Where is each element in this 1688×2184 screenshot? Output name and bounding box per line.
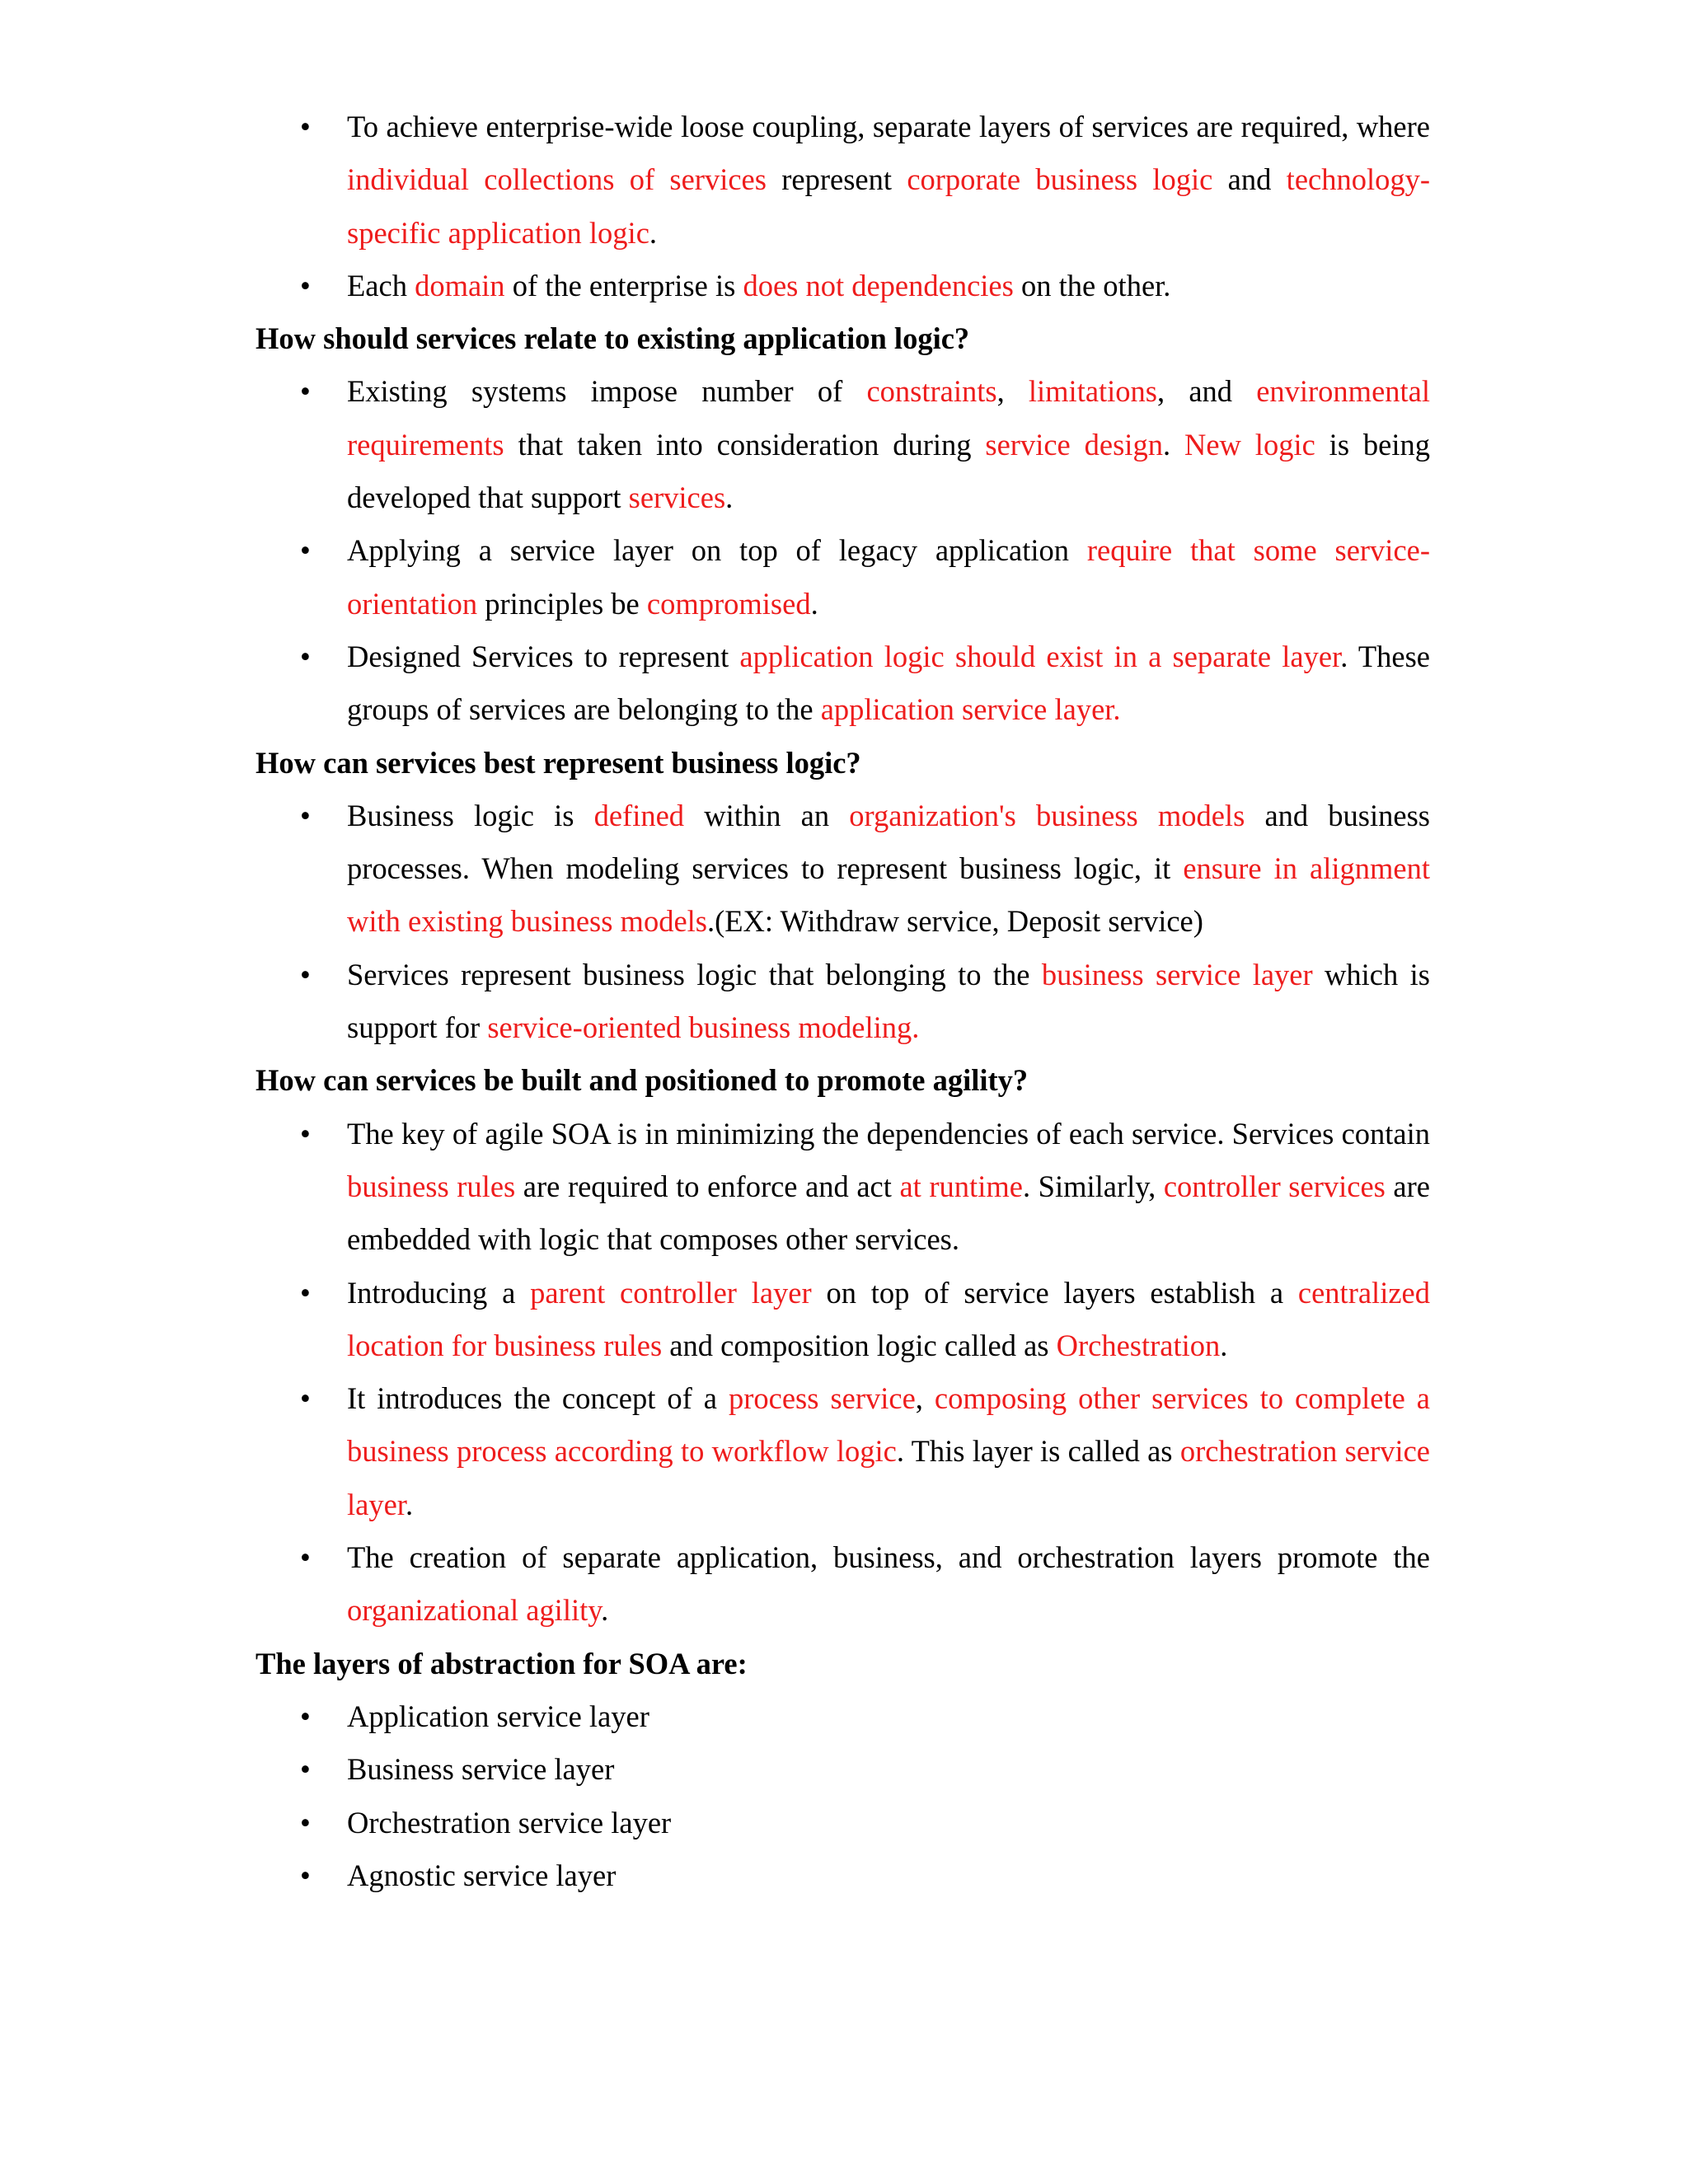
section-heading: How can services be built and positioned to promote agility? bbox=[256, 1063, 1029, 1098]
body-text: Existing systems impose number of bbox=[347, 374, 867, 409]
list-item bbox=[256, 630, 1430, 737]
highlighted-text: technology-specific application logic bbox=[347, 162, 1431, 250]
bullet-list bbox=[256, 790, 1430, 1054]
list-item bbox=[256, 365, 1430, 524]
body-text: . bbox=[601, 1593, 609, 1628]
highlighted-text: process service bbox=[728, 1381, 916, 1416]
body-text: are embedded with logic that composes other services. bbox=[347, 1169, 1430, 1257]
highlighted-text: orchestration service layer bbox=[347, 1434, 1430, 1521]
highlighted-text: business service layer bbox=[1041, 957, 1313, 991]
highlighted-text: require that some service-orientation bbox=[347, 533, 1430, 621]
body-text: Each bbox=[347, 268, 415, 302]
body-text: Business service layer bbox=[347, 1752, 615, 1787]
highlighted-text: ensure in alignment with existing business models bbox=[347, 851, 1430, 939]
document-page bbox=[256, 101, 1430, 1902]
body-text: on top of service layers establish a bbox=[811, 1275, 1298, 1310]
body-text: is being developed that support bbox=[347, 427, 1431, 515]
list-item bbox=[256, 790, 1430, 949]
list-item bbox=[256, 1743, 1430, 1796]
body-text: and composition logic called as bbox=[662, 1328, 1057, 1362]
body-text: . bbox=[725, 480, 734, 515]
highlighted-text: service design bbox=[985, 427, 1163, 462]
list-item bbox=[256, 949, 1430, 1055]
highlighted-text: environmental requirements bbox=[347, 374, 1431, 462]
section-heading: How should services relate to existing application logic? bbox=[256, 321, 970, 356]
body-text: Agnostic service layer bbox=[347, 1858, 617, 1892]
bullet-list bbox=[256, 1690, 1430, 1902]
section-heading: How can services best represent business logic? bbox=[256, 745, 861, 780]
body-text: principles be bbox=[477, 586, 647, 621]
list-item bbox=[256, 1372, 1430, 1531]
body-text: . bbox=[649, 215, 658, 250]
list-item bbox=[256, 1267, 1430, 1373]
highlighted-text: defined bbox=[593, 798, 685, 832]
highlighted-text: application logic should exist in a separate layer bbox=[739, 639, 1341, 673]
body-text: . bbox=[810, 586, 818, 621]
highlighted-text: compromised bbox=[646, 586, 811, 621]
list-item bbox=[256, 260, 1430, 312]
body-text: The key of agile SOA is in minimizing the dependencies of each service. Services contain bbox=[347, 1116, 1430, 1151]
body-text: Application service layer bbox=[347, 1699, 649, 1733]
body-text: , and bbox=[1157, 374, 1257, 409]
highlighted-text: centralized location for business rules bbox=[347, 1275, 1430, 1362]
body-text: The creation of separate application, business, and orchestration layers promote the bbox=[347, 1540, 1430, 1575]
highlighted-text: does not dependencies bbox=[743, 268, 1014, 302]
body-text: . bbox=[405, 1487, 414, 1521]
list-item bbox=[256, 1108, 1430, 1267]
list-item bbox=[256, 1849, 1430, 1902]
list-item bbox=[256, 1531, 1430, 1638]
highlighted-text: New logic bbox=[1184, 427, 1315, 462]
body-text: Applying a service layer on top of legacy application bbox=[347, 533, 1087, 568]
highlighted-text: services bbox=[628, 480, 726, 515]
body-text: , bbox=[915, 1381, 935, 1416]
body-text: To achieve enterprise-wide loose coupling, separate layers of services are required, where bbox=[347, 110, 1430, 143]
body-text: within an bbox=[684, 798, 850, 832]
body-text: .(EX: Withdraw service, Deposit service) bbox=[706, 904, 1203, 939]
body-text: of the enterprise is bbox=[504, 268, 743, 302]
bullet-list bbox=[256, 101, 1430, 312]
body-text: . bbox=[1162, 427, 1184, 462]
body-text: It introduces the concept of a bbox=[347, 1381, 729, 1416]
body-text: . bbox=[1220, 1328, 1228, 1362]
body-text: Services represent business logic that belonging to the bbox=[347, 957, 1042, 991]
highlighted-text: limitations bbox=[1028, 374, 1158, 409]
list-item bbox=[256, 1797, 1430, 1849]
highlighted-text: at runtime bbox=[899, 1169, 1023, 1203]
highlighted-text: composing other services to complete a business process according to workflow logic bbox=[347, 1381, 1430, 1469]
section-heading: The layers of abstraction for SOA are: bbox=[256, 1646, 748, 1680]
body-text: . These groups of services are belonging to the bbox=[347, 639, 1430, 727]
highlighted-text: corporate business logic bbox=[907, 162, 1213, 197]
highlighted-text: individual collections of services bbox=[347, 162, 767, 197]
bullet-list bbox=[256, 1108, 1430, 1638]
body-text: , bbox=[996, 374, 1029, 409]
list-item bbox=[256, 101, 1430, 260]
bullet-list bbox=[256, 365, 1430, 736]
body-text: . Similarly, bbox=[1022, 1169, 1164, 1203]
body-text: . This layer is called as bbox=[896, 1434, 1180, 1469]
body-text: and business processes. When modeling services to represent business logic, it bbox=[347, 798, 1430, 886]
highlighted-text: organizational agility bbox=[347, 1593, 602, 1628]
highlighted-text: business rules bbox=[347, 1169, 516, 1203]
body-text: represent bbox=[766, 162, 907, 197]
body-text: Designed Services to represent bbox=[347, 639, 740, 673]
list-item bbox=[256, 1690, 1430, 1743]
highlighted-text: parent controller layer bbox=[530, 1275, 812, 1310]
body-text: Business logic is bbox=[347, 798, 594, 832]
highlighted-text: organization's business models bbox=[849, 798, 1245, 832]
highlighted-text: Orchestration bbox=[1056, 1328, 1221, 1362]
highlighted-text: application service layer. bbox=[820, 692, 1121, 727]
body-text: and bbox=[1212, 162, 1287, 197]
highlighted-text: domain bbox=[415, 268, 505, 302]
body-text: on the other. bbox=[1013, 268, 1171, 302]
highlighted-text: controller services bbox=[1163, 1169, 1386, 1203]
highlighted-text: service-oriented business modeling. bbox=[487, 1010, 920, 1045]
body-text: are required to enforce and act bbox=[515, 1169, 900, 1203]
highlighted-text: constraints bbox=[866, 374, 997, 409]
list-item bbox=[256, 524, 1430, 630]
body-text: that taken into consideration during bbox=[504, 427, 986, 462]
body-text: Orchestration service layer bbox=[347, 1805, 672, 1840]
body-text: which is support for bbox=[347, 957, 1430, 1045]
body-text: Introducing a bbox=[347, 1275, 531, 1310]
